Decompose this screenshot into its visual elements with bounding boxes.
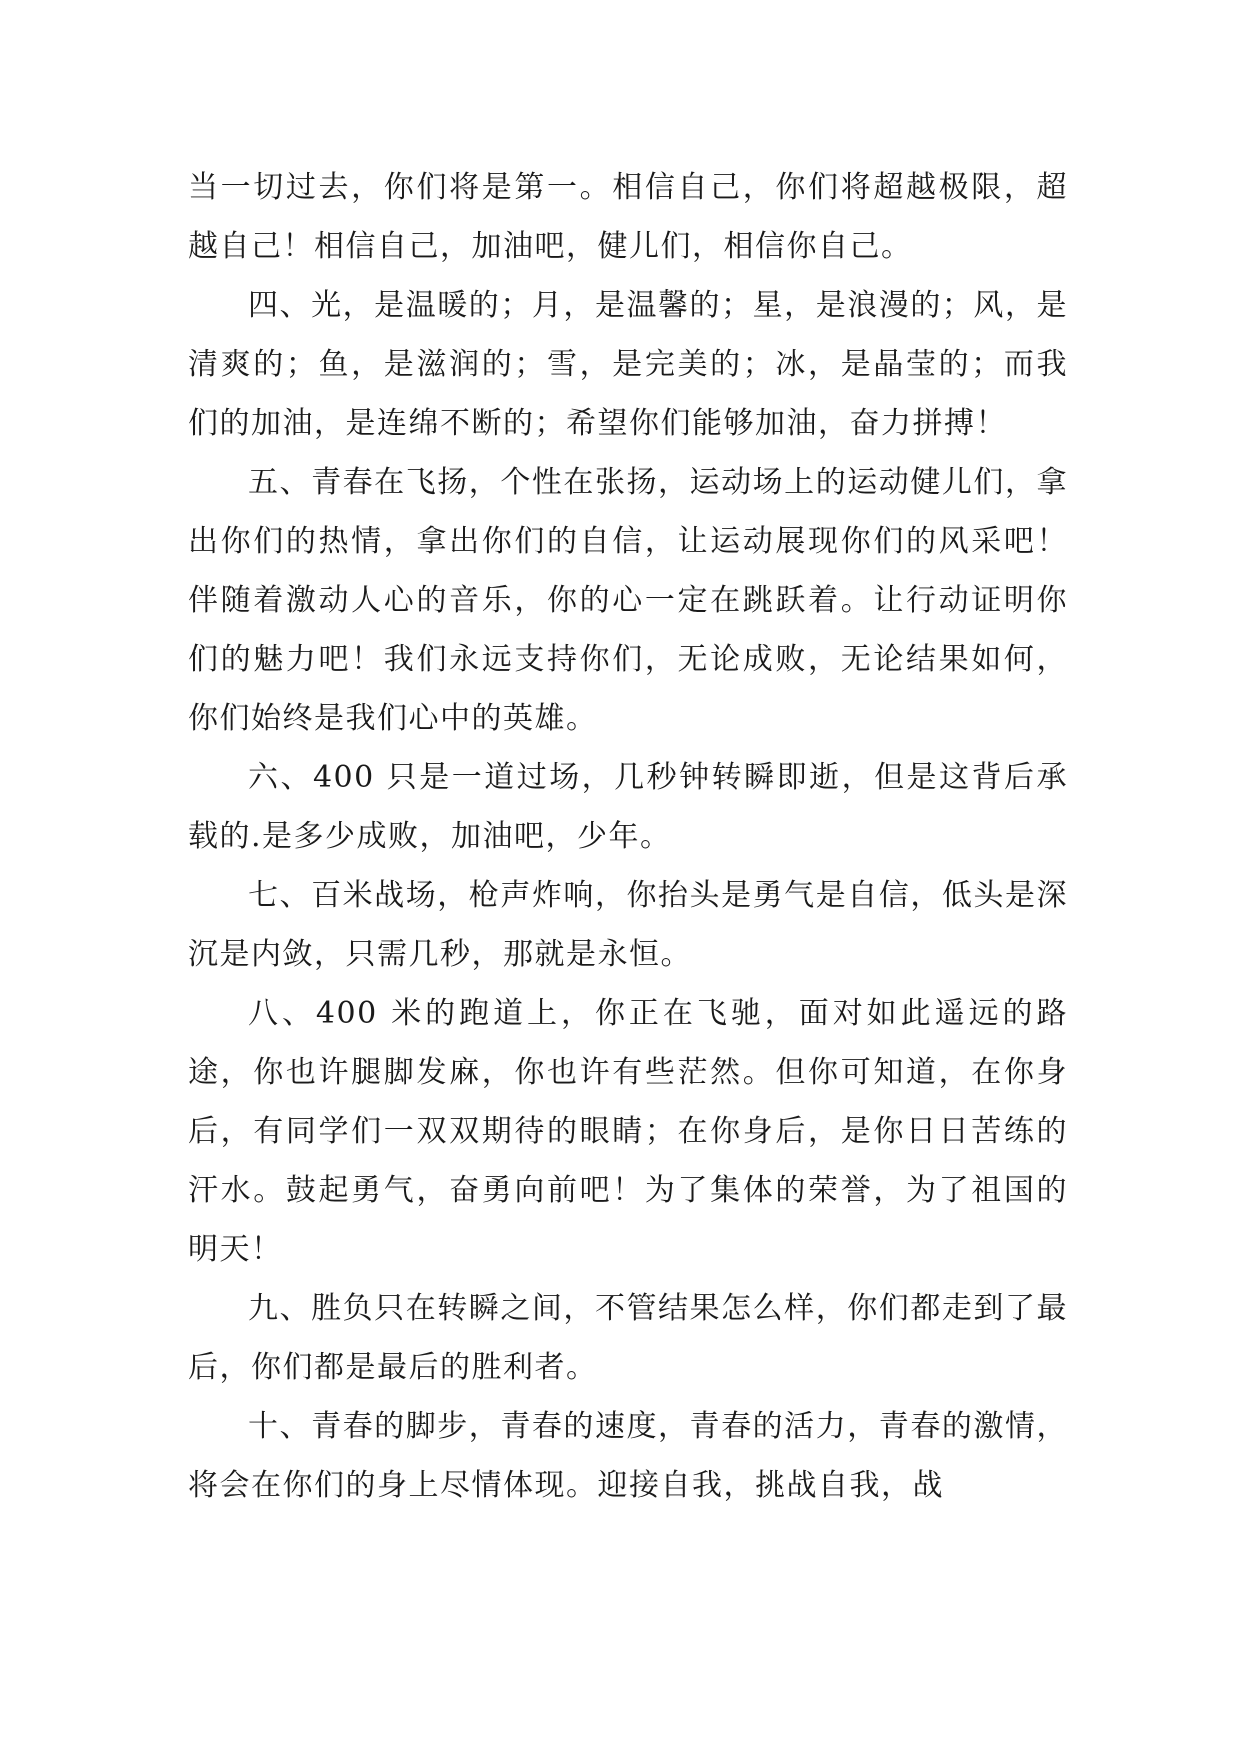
paragraph-1: 四、光，是温暖的；月，是温馨的；星，是浪漫的；风，是清爽的；鱼，是滋润的；雪，是完美的；冰，是晶莹的；而我们的加油，是连绵不断的；希望你们能够加油，奋力拼搏！	[188, 288, 1068, 441]
paragraph-0: 当一切过去，你们将是第一。相信自己，你们将超越极限，超越自己！相信自己，加油吧，健儿们，相信你自己。	[188, 170, 1068, 264]
paragraph-3: 六、400 只是一道过场，几秒钟转瞬即逝，但是这背后承载的.是多少成败，加油吧，少年。	[188, 760, 1068, 854]
paragraph-4: 七、百米战场，枪声炸响，你抬头是勇气是自信，低头是深沉是内敛，只需几秒，那就是永恒。	[188, 878, 1068, 972]
paragraph-7: 十、青春的脚步，青春的速度，青春的活力，青春的激情，将会在你们的身上尽情体现。迎接自我，挑战自我，战	[188, 1409, 1068, 1503]
paragraph-5: 八、400 米的跑道上，你正在飞驰，面对如此遥远的路途，你也许腿脚发麻，你也许有些茫然。但你可知道，在你身后，有同学们一双双期待的眼睛；在你身后，是你日日苦练的汗水。鼓起勇气，奋勇向前吧！为了集体的荣誉，为了祖国的明天！	[188, 996, 1068, 1267]
paragraph-6: 九、胜负只在转瞬之间，不管结果怎么样，你们都走到了最后，你们都是最后的胜利者。	[188, 1291, 1068, 1385]
paragraph-2: 五、青春在飞扬，个性在张扬，运动场上的运动健儿们，拿出你们的热情，拿出你们的自信，让运动展现你们的风采吧！伴随着激动人心的音乐，你的心一定在跳跃着。让行动证明你们的魅力吧！我们永远支持你们，无论成败，无论结果如何，你们始终是我们心中的英雄。	[188, 465, 1068, 736]
document-body	[188, 158, 1068, 1515]
